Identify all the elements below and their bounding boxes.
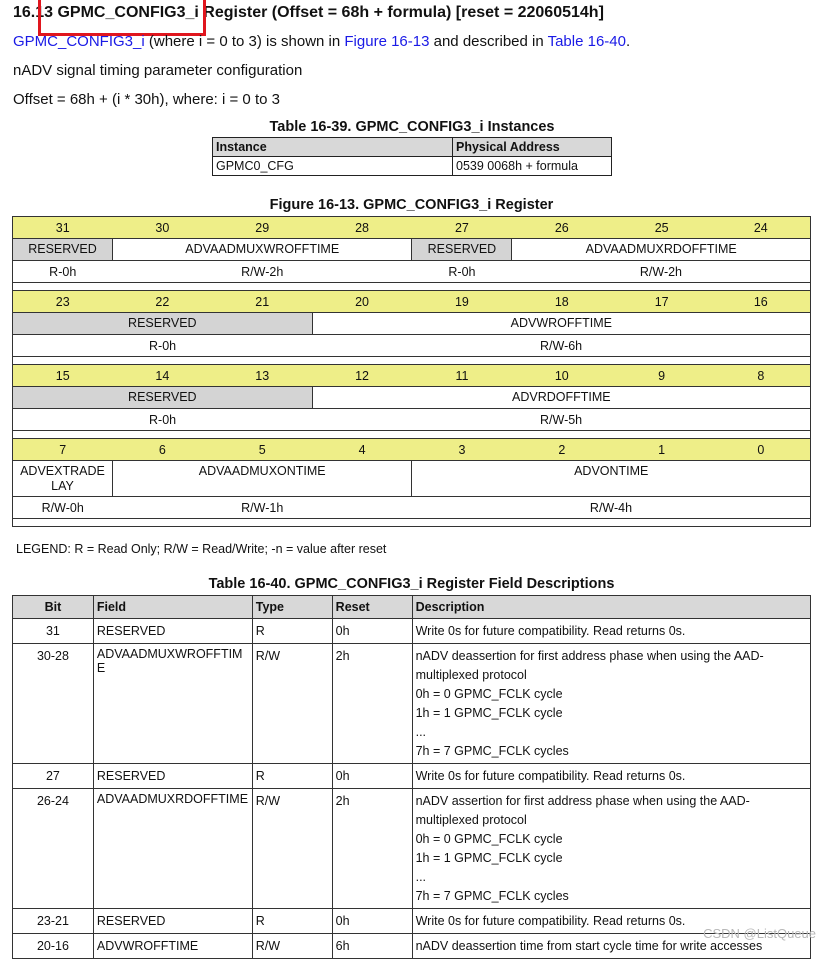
field-row [13,387,811,409]
field-cell: RESERVED [13,313,313,335]
table-row [13,644,811,764]
bit-number: 3 [412,439,512,461]
bit-row [13,439,811,461]
bit-number: 16 [712,291,811,313]
bit-number: 1 [612,439,712,461]
instances-table [212,137,612,176]
bit-number: 30 [112,217,212,239]
intro-text-2: and described in [429,33,548,50]
field-cell: ADVAADMUXWROFFTIME [112,239,412,261]
access-cell: R/W-6h [312,335,810,357]
field-cell: ADVWROFFTIME [93,934,252,959]
bit-cell: 20-16 [13,934,94,959]
bit-number: 28 [312,217,412,239]
field-row [13,461,811,497]
field-descriptions-table [12,595,811,959]
field-cell: ADVAADMUXRDOFFTIME [512,239,811,261]
access-cell: R/W-2h [512,261,811,283]
bit-number: 23 [13,291,113,313]
instances-caption: Table 16-39. GPMC_CONFIG3_i Instances [269,119,555,135]
intro-text: (where i = 0 to 3) is shown in [144,33,345,50]
bit-number: 26 [512,217,612,239]
table-row [13,909,811,934]
field-cell: ADVAADMUXRDOFFTIME [93,789,252,909]
type-cell: R/W [252,934,332,959]
bit-number: 17 [612,291,712,313]
field-cell: ADVAADMUXONTIME [112,461,412,497]
field-cell: RESERVED [93,764,252,789]
access-row [13,261,811,283]
bit-number: 6 [112,439,212,461]
bit-number: 10 [512,365,612,387]
table-link[interactable]: Table 16-40 [547,33,626,50]
description-line: ... [415,725,427,739]
field-cell: ADVAADMUXWROFFTIME [93,644,252,764]
reset-cell: 0h [332,619,412,644]
intro-line [13,33,630,50]
field-cell: ADVRDOFFTIME [312,387,810,409]
bit-row [13,217,811,239]
bit-number: 24 [712,217,811,239]
description-line: 7h = 7 GPMC_FCLK cycles [415,744,569,758]
col-reset: Reset [332,596,412,619]
field-cell: ADVWROFFTIME [312,313,810,335]
bit-number: 22 [112,291,212,313]
description-line: 1h = 1 GPMC_FCLK cycle [415,706,563,720]
description-line: 7h = 7 GPMC_FCLK cycles [415,889,569,903]
field-cell: ADVEXTRADE LAY [13,461,113,497]
access-cell: R/W-0h [13,497,113,519]
access-cell: R-0h [13,261,113,283]
bit-number: 13 [212,365,312,387]
type-cell: R/W [252,644,332,764]
bit-number: 2 [512,439,612,461]
access-cell: R-0h [13,409,313,431]
bit-cell: 27 [13,764,94,789]
figure-caption: Figure 16-13. GPMC_CONFIG3_i Register [269,197,554,213]
bit-number: 20 [312,291,412,313]
type-cell: R [252,909,332,934]
col-field: Field [93,596,252,619]
access-row [13,335,811,357]
instance-cell: GPMC0_CFG [213,157,453,176]
access-row [13,409,811,431]
field-table-caption: Table 16-40. GPMC_CONFIG3_i Register Field Descriptions [208,576,615,592]
table-row [13,789,811,909]
description-line: multiplexed protocol [415,668,527,682]
register-description: nADV signal timing parameter configuration [13,62,303,79]
legend: LEGEND: R = Read Only; R/W = Read/Write; -n = value after reset [16,542,387,556]
bit-cell: 30-28 [13,644,94,764]
table-row [13,619,811,644]
bit-number: 19 [412,291,512,313]
watermark: CSDN @ListQueue [703,926,816,941]
bit-number: 14 [112,365,212,387]
bit-number: 4 [312,439,412,461]
col-description: Description [412,596,810,619]
description-line: nADV assertion for first address phase when using the AAD- [415,794,750,808]
description-line: 1h = 1 GPMC_FCLK cycle [415,851,563,865]
access-cell: R/W-5h [312,409,810,431]
field-cell: RESERVED [93,619,252,644]
bit-row [13,291,811,313]
bit-number: 5 [212,439,312,461]
type-cell: R [252,764,332,789]
description-cell: Write 0s for future compatibility. Read returns 0s. [412,909,810,934]
col-type: Type [252,596,332,619]
field-cell: RESERVED [93,909,252,934]
bit-number: 31 [13,217,113,239]
register-link[interactable]: GPMC_CONFIG3_i [13,33,145,50]
bit-number: 11 [412,365,512,387]
description-cell: Write 0s for future compatibility. Read returns 0s. [412,619,810,644]
bit-number: 15 [13,365,113,387]
field-cell: RESERVED [412,239,512,261]
table-row [13,764,811,789]
bit-cell: 23-21 [13,909,94,934]
reset-cell: 0h [332,909,412,934]
col-address: Physical Address [453,138,612,157]
description-cell: Write 0s for future compatibility. Read returns 0s. [412,764,810,789]
address-cell: 0539 0068h + formula [453,157,612,176]
bit-number: 25 [612,217,712,239]
reset-cell: 0h [332,764,412,789]
bit-number: 7 [13,439,113,461]
bit-number: 0 [712,439,811,461]
bit-number: 12 [312,365,412,387]
access-row [13,497,811,519]
access-cell: R/W-2h [112,261,412,283]
type-cell: R [252,619,332,644]
description-cell [412,789,810,909]
access-cell: R-0h [412,261,512,283]
description-cell [412,644,810,764]
field-row [13,239,811,261]
table-row [13,934,811,959]
reset-cell: 2h [332,644,412,764]
intro-end: . [626,33,631,50]
offset-text: Offset = 68h + (i * 30h), where: i = 0 to 3 [13,91,280,108]
description-line: ... [415,870,427,884]
description-line: 0h = 0 GPMC_FCLK cycle [415,687,563,701]
bit-number: 27 [412,217,512,239]
register-figure [12,216,811,527]
bit-number: 29 [212,217,312,239]
field-cell: ADVONTIME [412,461,811,497]
description-line: 0h = 0 GPMC_FCLK cycle [415,832,563,846]
highlight-box [38,0,206,36]
col-bit: Bit [13,596,94,619]
bit-cell: 31 [13,619,94,644]
figure-link[interactable]: Figure 16-13 [344,33,430,50]
table-header [13,596,811,619]
access-cell: R/W-1h [112,497,412,519]
page-title: 16.13 GPMC_CONFIG3_i Register (Offset = 68h + formula) [reset = 22060514h] [13,4,604,21]
field-cell: RESERVED [13,387,313,409]
bit-number: 9 [612,365,712,387]
type-cell: R/W [252,789,332,909]
reset-cell: 6h [332,934,412,959]
access-cell: R-0h [13,335,313,357]
bit-number: 8 [712,365,811,387]
bit-row [13,365,811,387]
reset-cell: 2h [332,789,412,909]
bit-number: 18 [512,291,612,313]
field-cell: RESERVED [13,239,113,261]
description-line: nADV deassertion for first address phase when using the AAD- [415,649,764,663]
access-cell: R/W-4h [412,497,811,519]
bit-cell: 26-24 [13,789,94,909]
field-row [13,313,811,335]
description-cell: nADV deassertion time from start cycle time for write accesses [412,934,810,959]
bit-number: 21 [212,291,312,313]
col-instance: Instance [213,138,453,157]
description-line: multiplexed protocol [415,813,527,827]
